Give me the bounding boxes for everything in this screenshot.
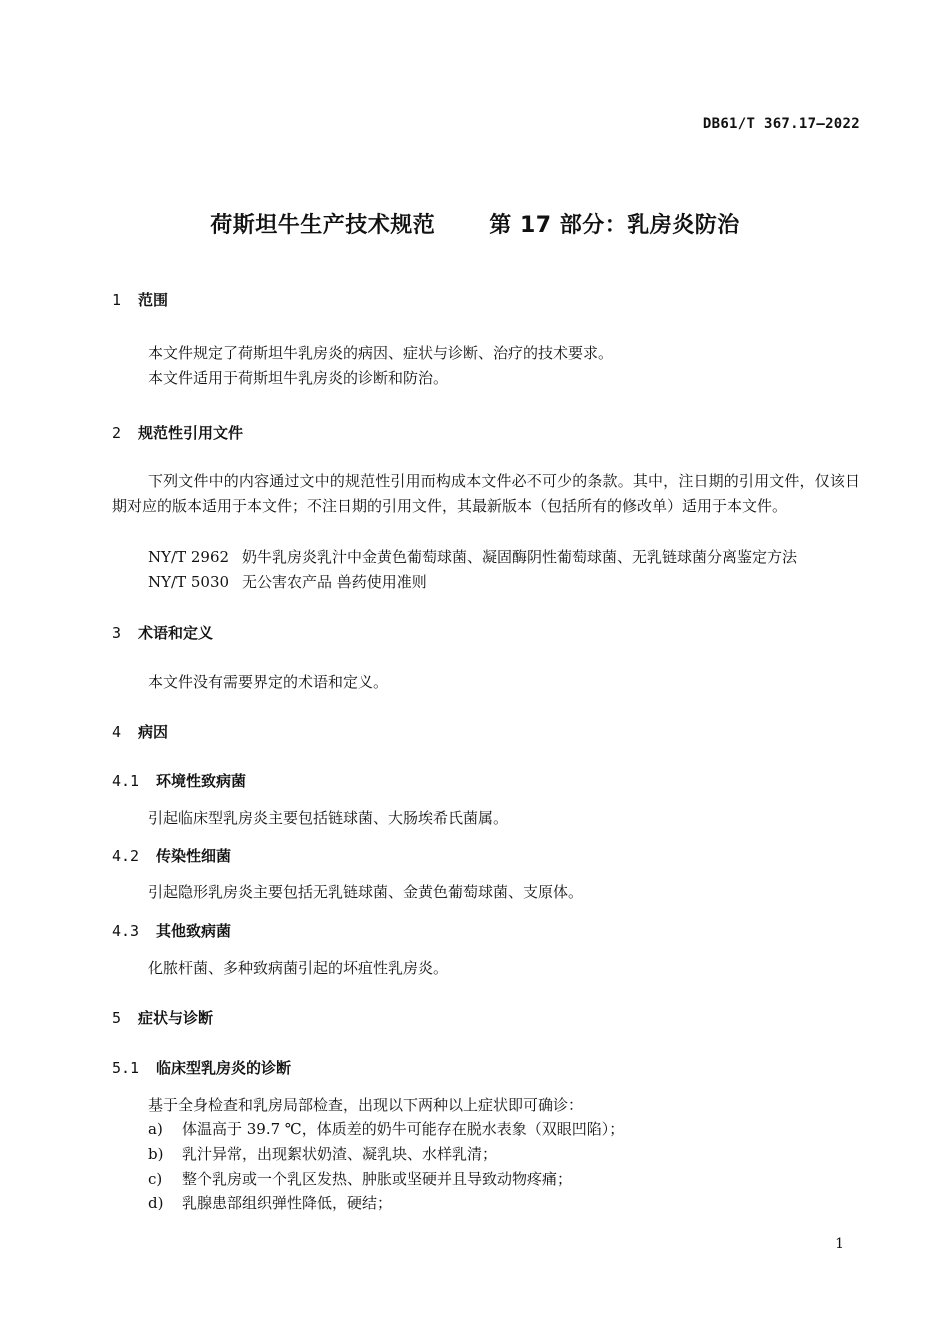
section-heading-references: 2 规范性引用文件 — [112, 424, 244, 442]
section-heading-diagnosis: 5 症状与诊断 — [112, 1009, 214, 1027]
section-heading-scope: 1 范围 — [112, 291, 169, 309]
page-number: 1 — [835, 1236, 844, 1252]
subsection-4-1-text: 引起临床型乳房炎主要包括链球菌、大肠埃希氏菌属。 — [148, 809, 509, 827]
list-item: b) 乳汁异常，出现絮状奶渣、凝乳块、水样乳清； — [148, 1145, 498, 1163]
title-main: 荷斯坦牛生产技术规范 — [210, 213, 436, 238]
diagnosis-intro: 基于全身检查和乳房局部检查，出现以下两种以上症状即可确诊： — [148, 1096, 584, 1114]
subsection-heading-4-1: 4.1 环境性致病菌 — [112, 772, 247, 790]
scope-paragraph-1: 本文件规定了荷斯坦牛乳房炎的病因、症状与诊断、治疗的技术要求。 — [148, 344, 614, 362]
reference-item: NY/T 5030 无公害农产品 兽药使用准则 — [148, 573, 427, 591]
reference-item: NY/T 2962 奶牛乳房炎乳汁中金黄色葡萄球菌、凝固酶阴性葡萄球菌、无乳链球菌分离鉴定方法 — [148, 548, 798, 566]
subsection-heading-5-1: 5.1 临床型乳房炎的诊断 — [112, 1059, 292, 1077]
list-item: c) 整个乳房或一个乳区发热、肿胀或坚硬并且导致动物疼痛； — [148, 1170, 573, 1188]
section-heading-terms: 3 术语和定义 — [112, 624, 214, 642]
list-item: d) 乳腺患部组织弹性降低，硬结； — [148, 1194, 393, 1212]
list-item: a) 体温高于 39.7 ℃，体质差的奶牛可能存在脱水表象（双眼凹陷）； — [148, 1120, 625, 1138]
standard-code: DB61/T 367.17—2022 — [702, 116, 860, 132]
subsection-4-2-text: 引起隐形乳房炎主要包括无乳链球菌、金黄色葡萄球菌、支原体。 — [148, 883, 584, 901]
subsection-heading-4-2: 4.2 传染性细菌 — [112, 847, 232, 865]
subsection-4-3-text: 化脓杆菌、多种致病菌引起的坏疽性乳房炎。 — [148, 959, 449, 977]
document-title — [0, 208, 950, 239]
title-part: 第 17 部分：乳房炎防治 — [489, 213, 740, 238]
section-heading-causes: 4 病因 — [112, 723, 169, 741]
subsection-heading-4-3: 4.3 其他致病菌 — [112, 922, 232, 940]
terms-paragraph: 本文件没有需要界定的术语和定义。 — [148, 673, 389, 691]
references-paragraph: 下列文件中的内容通过文中的规范性引用而构成本文件必不可少的条款。其中，注日期的引用文件，仅该日期对应的版本适用于本文件；不注日期的引用文件，其最新版本（包括所有的修改单）适用于本文件。 — [112, 472, 860, 515]
scope-paragraph-2: 本文件适用于荷斯坦牛乳房炎的诊断和防治。 — [148, 369, 449, 387]
